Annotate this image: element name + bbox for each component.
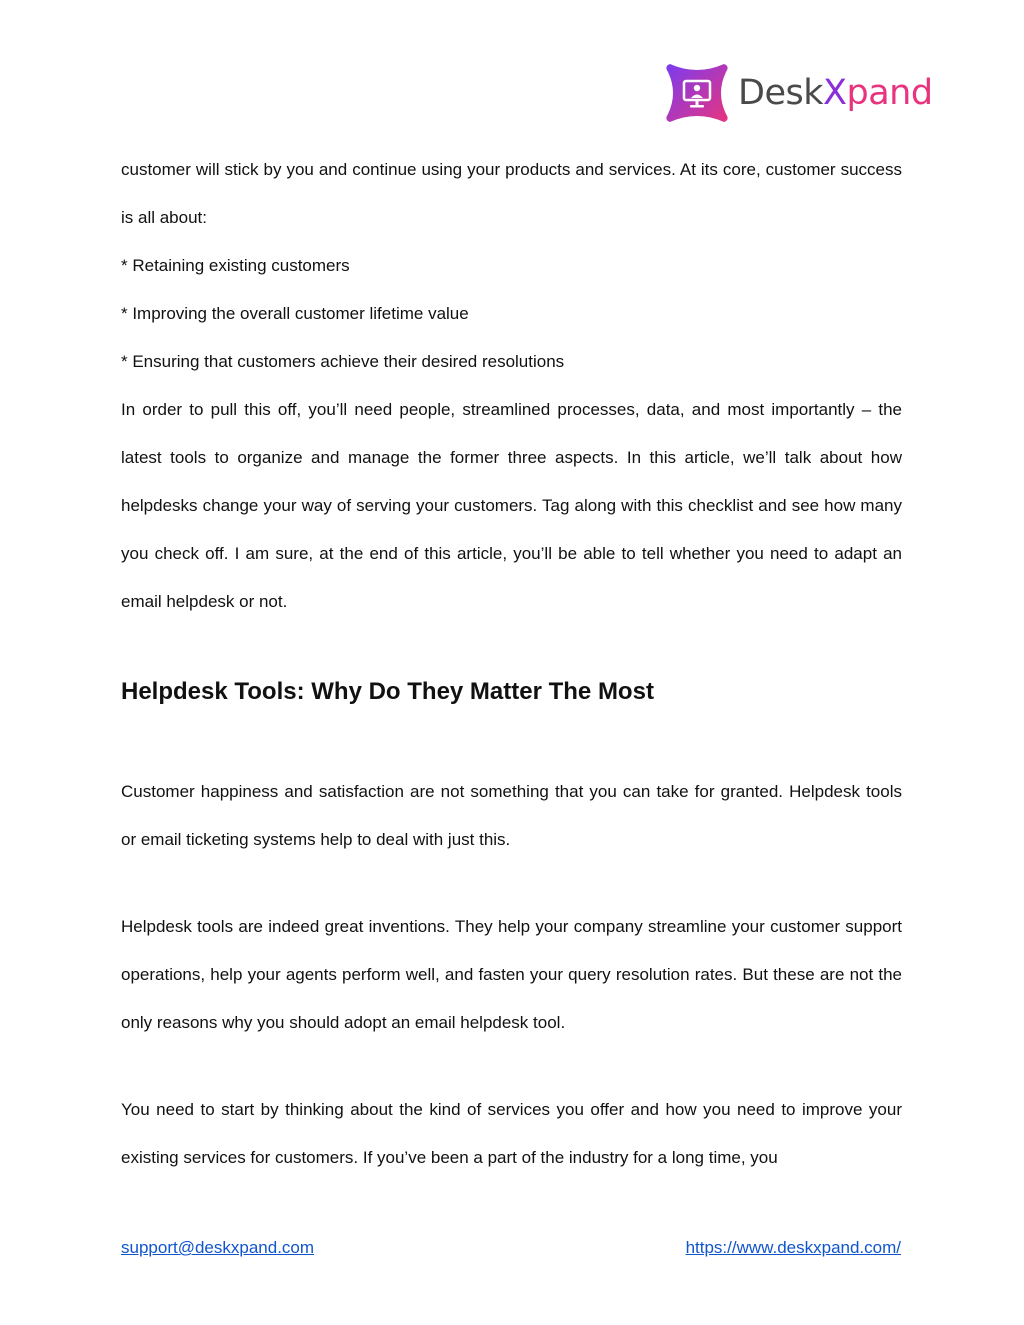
bullet-item: * Retaining existing customers [121,256,350,275]
brand-name-pand: pand [846,72,933,113]
brand-name-x: X [823,72,847,113]
brand-logo [664,60,933,126]
intro-paragraph: In order to pull this off, you’ll need people, streamlined processes, data, and most importantly – the latest tools to organize and manage the former three aspects. In this article, we’ll talk about how helpdesks change your way of serving your customers. Tag along with this checklist and see how many you check off. I am sure, at the end of this article, you’ll be able to tell whether you need to adapt an email helpdesk or not. [121,400,902,611]
body-paragraph: You need to start by thinking about the kind of services you offer and how you need to improve your existing services for customers. If you’ve been a part of the industry for a long time, you [121,1100,902,1167]
page-footer [121,1238,901,1262]
body-paragraph: Helpdesk tools are indeed great inventions. They help your company streamline your customer support operations, help your agents perform well, and fasten your query resolution rates. But these are not the only reasons why you should adopt an email helpdesk tool. [121,917,902,1032]
brand-wordmark [738,72,933,113]
section-heading: Helpdesk Tools: Why Do They Matter The Most [121,678,654,705]
intro-continuation: customer will stick by you and continue using your products and services. At its core, customer success is all about: [121,160,902,227]
brand-name-desk: Desk [738,72,823,113]
document-body [121,146,902,1182]
body-paragraph: Customer happiness and satisfaction are not something that you can take for granted. Helpdesk tools or email ticketing systems help to deal with just this. [121,782,902,849]
monitor-person-icon [664,60,730,126]
support-email-link[interactable]: support@deskxpand.com [121,1238,315,1257]
website-link[interactable]: https://www.deskxpand.com/ [685,1238,901,1257]
bullet-item: * Improving the overall customer lifetime value [121,304,469,323]
bullet-item: * Ensuring that customers achieve their desired resolutions [121,352,565,371]
